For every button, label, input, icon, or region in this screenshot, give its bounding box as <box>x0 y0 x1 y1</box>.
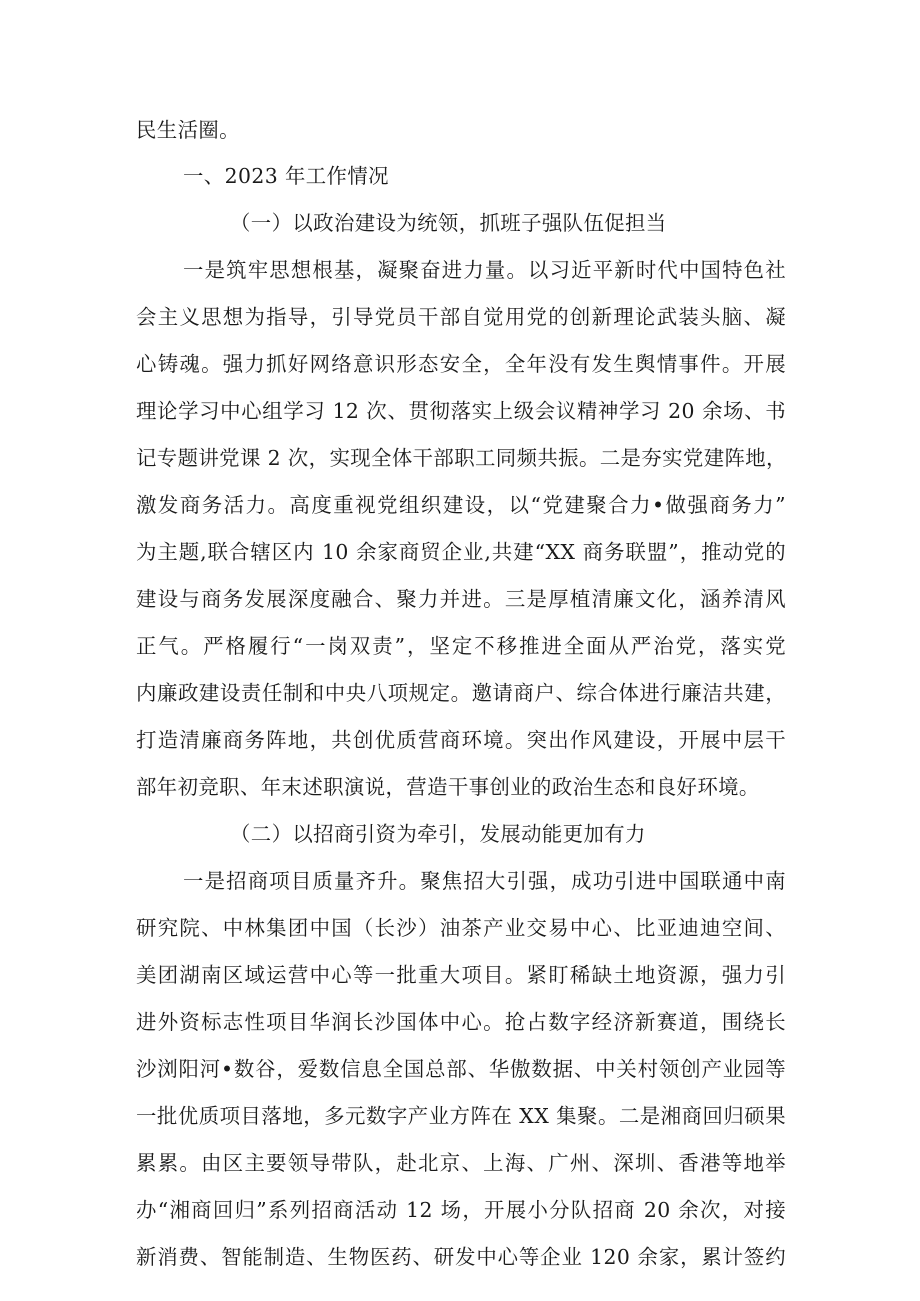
paragraph-line: 记专题讲党课 2 次，实现全体干部职工同频共振。二是夯实党建阵地， <box>136 446 787 470</box>
paragraph-line: 办“湘商回归”系列招商活动 12 场，开展小分队招商 20 余次，对接 <box>136 1198 786 1222</box>
paragraph-line: 激发商务活力。高度重视党组织建设，以“党建聚合力•做强商务力” <box>136 493 786 517</box>
paragraph-line: 新消费、智能制造、生物医药、研发中心等企业 120 余家，累计签约 <box>136 1245 786 1269</box>
paragraph-line: 为主题,联合辖区内 10 余家商贸企业,共建“XX 商务联盟”，推动党的 <box>136 540 786 564</box>
paragraph-line: 打造清廉商务阵地，共创优质营商环境。突出作风建设，开展中层干 <box>136 728 786 752</box>
paragraph-line: 一是招商项目质量齐升。聚焦招大引强，成功引进中国联通中南 <box>183 869 786 893</box>
paragraph-line: 部年初竞职、年末述职演说，营造干事创业的政治生态和良好环境。 <box>136 775 760 799</box>
paragraph-line: 一是筑牢思想根基，凝聚奋进力量。以习近平新时代中国特色社 <box>183 258 786 282</box>
paragraph-line: 内廉政建设责任制和中央八项规定。邀请商户、综合体进行廉洁共建， <box>136 681 786 705</box>
paragraph-line: 正气。严格履行“一岗双责”，坚定不移推进全面从严治党，落实党 <box>136 634 786 658</box>
paragraph-line: 会主义思想为指导，引导党员干部自觉用党的创新理论武装头脑、凝 <box>136 305 786 329</box>
text-line: 民生活圈。 <box>136 118 240 142</box>
paragraph-line: 心铸魂。强力抓好网络意识形态安全，全年没有发生舆情事件。开展 <box>136 352 786 376</box>
paragraph-line: 理论学习中心组学习 12 次、贯彻落实上级会议精神学习 20 余场、书 <box>136 399 786 423</box>
paragraph-line: 累累。由区主要领导带队，赴北京、上海、广州、深圳、香港等地举 <box>136 1151 786 1175</box>
subsection-heading: （二）以招商引资为牵引，发展动能更加有力 <box>230 822 646 846</box>
paragraph-line: 一批优质项目落地，多元数字产业方阵在 XX 集聚。二是湘商回归硕果 <box>136 1104 786 1128</box>
paragraph-line: 进外资标志性项目华润长沙国体中心。抢占数字经济新赛道，围绕长 <box>136 1010 786 1034</box>
subsection-heading: （一）以政治建设为统领，抓班子强队伍促担当 <box>230 211 667 235</box>
paragraph-line: 研究院、中林集团中国（长沙）油茶产业交易中心、比亚迪迪空间、 <box>136 916 786 940</box>
section-heading: 一、2023 年工作情况 <box>183 164 389 188</box>
paragraph-line: 沙浏阳河•数谷，爱数信息全国总部、华傲数据、中关村领创产业园等 <box>136 1057 786 1081</box>
paragraph-line: 建设与商务发展深度融合、聚力并进。三是厚植清廉文化，涵养清风 <box>136 587 786 611</box>
paragraph-line: 美团湖南区域运营中心等一批重大项目。紧盯稀缺土地资源，强力引 <box>136 963 786 987</box>
